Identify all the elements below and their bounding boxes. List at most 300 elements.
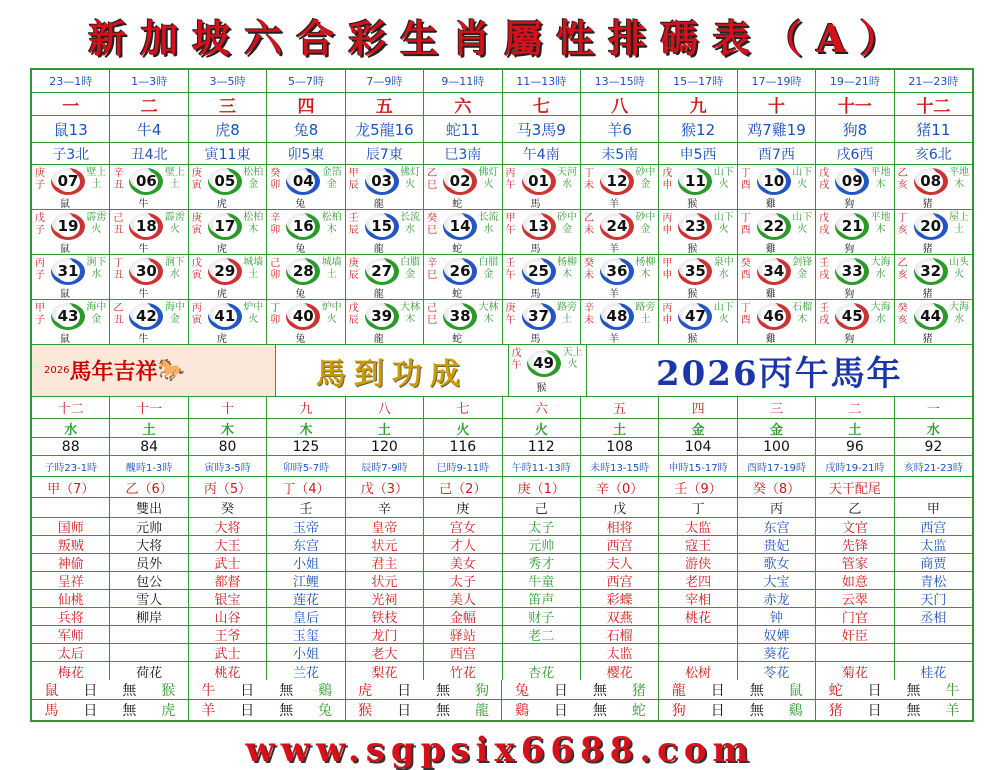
low-element-cell: 木 — [189, 419, 267, 437]
ball-stem: 丁卯 — [270, 303, 281, 326]
ball-cell-inner — [659, 165, 736, 209]
ball-number: 20 — [920, 217, 942, 235]
day-char: 龍 — [474, 703, 489, 719]
word-cell: 银宝 — [189, 590, 267, 607]
ball-cell — [346, 255, 424, 299]
word-cell: 荷花 — [110, 662, 188, 680]
low-number-cell: 112 — [503, 438, 581, 455]
ball-cell-inner — [816, 165, 893, 209]
ball-stem: 戊辰 — [348, 303, 359, 326]
low-element-cell: 木 — [267, 419, 345, 437]
word-cell: 皇后 — [267, 608, 345, 625]
ball-cell — [189, 165, 267, 209]
ball-number: 21 — [841, 217, 863, 235]
zodiac-cell: 鸡7雞19 — [738, 116, 816, 142]
ball-animal: 猪 — [922, 289, 933, 299]
ball-element: 城墙土 — [321, 257, 342, 280]
ball-stem: 甲子 — [35, 303, 45, 326]
ball-cell-inner — [738, 255, 815, 299]
hour-cell: 17—19時 — [738, 70, 816, 92]
ball-number: 26 — [449, 262, 471, 280]
ball-49-number: 49 — [533, 354, 554, 372]
word-cell: 太监 — [581, 644, 659, 661]
ball-element: 平地木 — [870, 212, 891, 235]
word-cell: 兰花 — [267, 662, 345, 680]
day-char: 無 — [122, 703, 137, 719]
word-cell: 宫女 — [424, 518, 502, 535]
word-row — [32, 626, 972, 644]
low-hour-cell: 卯時5-7時 — [267, 456, 345, 476]
ball-cell — [32, 165, 110, 209]
ball-cell-inner — [895, 165, 972, 209]
day-group — [346, 700, 503, 720]
word-cell — [816, 644, 894, 661]
ball-cell-inner — [503, 255, 580, 299]
ball-number: 16 — [292, 217, 314, 235]
day-char: 猴 — [358, 703, 373, 719]
day-char: 狗 — [671, 703, 686, 719]
order-cell: 二 — [110, 93, 188, 115]
low-hour-cell: 酉時17-19時 — [738, 456, 816, 476]
zodiac-cell: 虎8 — [189, 116, 267, 142]
ball-cell — [32, 255, 110, 299]
ball-circle — [208, 168, 242, 195]
ball-stem: 丙申 — [662, 213, 673, 236]
word-cell: 财子 — [503, 608, 581, 625]
ball-cell-inner — [346, 165, 423, 209]
low-element-cell: 土 — [816, 419, 894, 437]
low-number-cell: 96 — [816, 438, 894, 455]
ball-cell-inner — [110, 210, 187, 254]
logo-text: 馬年吉祥 — [69, 359, 158, 385]
ball-stem: 丙午 — [505, 168, 516, 191]
low-order-cell: 三 — [738, 397, 816, 418]
ball-element: 石榴木 — [792, 302, 813, 325]
low-element-cell: 土 — [110, 419, 188, 437]
zodiac-row — [32, 116, 972, 143]
ball-animal: 馬 — [530, 199, 541, 209]
ball-number: 38 — [449, 307, 471, 325]
word-cell: 东宫 — [267, 536, 345, 553]
word-cell: 梅花 — [32, 662, 110, 680]
ball-number: 10 — [763, 172, 785, 190]
word-cell: 呈祥 — [32, 572, 110, 589]
word-cell — [659, 626, 737, 643]
low-number-cell: 120 — [346, 438, 424, 455]
ball-circle — [286, 258, 320, 285]
ball-element: 杨柳木 — [556, 257, 577, 280]
ball-cell-inner — [503, 210, 580, 254]
stem2-cell: 甲 — [926, 502, 940, 517]
ball-cell-inner — [110, 165, 187, 209]
low-hour-cell: 巳時9-11時 — [424, 456, 502, 476]
ball-element: 金箔金 — [321, 167, 342, 190]
branch-cell: 寅11東 — [189, 143, 267, 164]
ball-number: 12 — [606, 172, 628, 190]
zodiac-cell: 牛4 — [110, 116, 188, 142]
day-char: 日 — [397, 682, 412, 699]
ball-cell-inner — [816, 300, 893, 344]
word-cell: 杏花 — [503, 662, 581, 680]
ball-animal: 鼠 — [60, 199, 70, 209]
order-cell: 四 — [267, 93, 345, 115]
ball-animal: 猴 — [687, 289, 698, 299]
ball-cell-inner — [267, 255, 344, 299]
ball-element: 天河水 — [556, 167, 577, 190]
word-row — [32, 608, 972, 626]
ball-animal: 龍 — [373, 334, 384, 344]
ball-number: 42 — [135, 307, 157, 325]
ball-number: 01 — [528, 172, 549, 190]
ball-cell-inner — [581, 300, 658, 344]
stem2-cell — [32, 498, 110, 517]
ball-animal: 馬 — [530, 334, 541, 344]
day-char: 日 — [553, 682, 568, 699]
stem2-cell: 丙 — [738, 498, 816, 517]
low-number-cell: 108 — [581, 438, 659, 455]
ball-cell — [659, 165, 737, 209]
ball-number: 46 — [763, 307, 785, 325]
word-cell: 寇王 — [659, 536, 737, 553]
word-cell: 小姐 — [267, 644, 345, 661]
ball-circle — [365, 303, 399, 330]
ball-animal: 蛇 — [452, 199, 463, 209]
ball-number: 35 — [684, 262, 706, 280]
ball-stem: 丁酉 — [740, 213, 751, 236]
ball-number: 45 — [841, 307, 863, 325]
low-hour-cell: 午時11-13時 — [503, 456, 581, 476]
word-cell: 秀才 — [503, 554, 581, 571]
hour-cell: 15—17時 — [659, 70, 737, 92]
ball-cell-inner — [581, 210, 658, 254]
ball-circle — [51, 168, 85, 195]
ball-number: 04 — [292, 172, 314, 190]
word-cell: 赤龙 — [738, 590, 816, 607]
word-cell: 玉玺 — [267, 626, 345, 643]
ball-cell — [738, 300, 816, 344]
low-order-cell: 五 — [581, 397, 659, 418]
order-cell: 三 — [189, 93, 267, 115]
day-char: 無 — [749, 682, 764, 699]
zodiac-cell: 蛇11 — [424, 116, 502, 142]
word-cell: 文官 — [816, 518, 894, 535]
ball-stem: 壬戌 — [819, 258, 830, 281]
low-number-cell: 80 — [189, 438, 267, 455]
word-cell: 太监 — [920, 539, 947, 553]
ball-stem: 庚寅 — [191, 168, 202, 191]
ball-number: 22 — [763, 217, 785, 235]
day-char: 鼠 — [788, 682, 803, 699]
ball-element: 杨柳木 — [635, 257, 656, 280]
ball-cell — [346, 300, 424, 344]
day-char: 羊 — [201, 703, 216, 719]
ball-element: 路旁土 — [635, 302, 656, 325]
hour-cell: 9—11時 — [424, 70, 502, 92]
ball-stem: 庚午 — [505, 303, 516, 326]
hour-cell: 7—9時 — [346, 70, 424, 92]
zodiac-cell: 狗8 — [816, 116, 894, 142]
ball-circle — [208, 213, 242, 240]
ball-stem: 丁未 — [583, 168, 594, 191]
word-cell: 江鲤 — [267, 572, 345, 589]
ball-stem: 庚子 — [35, 168, 45, 191]
order-cell: 一 — [32, 93, 110, 115]
word-cell: 宰相 — [659, 590, 737, 607]
ball-49-stem: 戊午 — [511, 348, 522, 371]
ball-cell-inner — [32, 210, 109, 254]
branch-row — [32, 143, 972, 165]
ball-animal: 狗 — [844, 199, 855, 209]
ball-circle — [678, 213, 712, 240]
day-char: 龍 — [671, 682, 686, 699]
ball-animal: 猴 — [687, 244, 698, 254]
word-row — [32, 572, 972, 590]
ball-stem: 丙申 — [662, 303, 673, 326]
ball-circle — [129, 258, 163, 285]
ball-cell — [659, 210, 737, 254]
low-element-cell: 金 — [738, 419, 816, 437]
ball-element: 山下火 — [713, 212, 734, 235]
day-char: 馬 — [44, 703, 59, 719]
word-cell: 莲花 — [267, 590, 345, 607]
word-cell: 如意 — [816, 572, 894, 589]
day-char: 無 — [749, 703, 764, 719]
ball-cell-inner — [346, 255, 423, 299]
low-hour-cell: 子時23-1時 — [32, 456, 110, 476]
word-cell: 桃花 — [189, 662, 267, 680]
ball-row-1 — [32, 165, 972, 210]
ball-stem: 己丑 — [113, 213, 124, 236]
word-cell: 王爷 — [189, 626, 267, 643]
word-cell: 夫人 — [581, 554, 659, 571]
stem-cell: 辛（0） — [581, 477, 659, 497]
ball-number: 34 — [763, 262, 785, 280]
ball-cell — [424, 165, 502, 209]
low-number-cell: 125 — [267, 438, 345, 455]
ball-element: 山下火 — [713, 167, 734, 190]
day-char: 兔 — [514, 682, 529, 699]
word-cell: 商贾 — [920, 557, 947, 571]
ball-stem: 壬午 — [505, 258, 516, 281]
low-number-cell: 104 — [659, 438, 737, 455]
ball-cell — [424, 255, 502, 299]
ball-stem: 丙寅 — [191, 303, 202, 326]
word-cell: 松树 — [659, 662, 737, 680]
ball-element: 长流水 — [400, 212, 421, 235]
branch-cell: 戌6西 — [816, 143, 894, 164]
ball-stem: 辛卯 — [270, 213, 281, 236]
ball-stem: 癸亥 — [897, 303, 908, 326]
word-cell: 大将 — [189, 518, 267, 535]
ball-number: 31 — [57, 262, 79, 280]
stem2-cell: 壬 — [267, 498, 345, 517]
ball-cell-inner — [189, 210, 266, 254]
branch-cell: 午4南 — [503, 143, 581, 164]
ball-circle — [914, 168, 948, 195]
word-cell: 兵将 — [32, 608, 110, 625]
ball-number: 14 — [449, 217, 471, 235]
ball-49-element: 天上火 — [562, 347, 583, 370]
stem-cell: 己（2） — [424, 477, 502, 497]
low-hour-cell: 戌時19-21時 — [816, 456, 894, 476]
hour-cell: 5—7時 — [267, 70, 345, 92]
day-char: 牛 — [201, 682, 216, 699]
branch-cell: 未5南 — [581, 143, 659, 164]
ball-stem: 壬辰 — [348, 213, 359, 236]
ball-cell-inner — [189, 300, 266, 344]
ball-circle — [835, 168, 869, 195]
day-group — [502, 700, 659, 720]
order-cell: 八 — [581, 93, 659, 115]
day-group — [189, 680, 346, 699]
ball-cell-inner — [189, 165, 266, 209]
low-order-cell: 十二 — [32, 397, 110, 418]
ball-element: 涧下水 — [164, 257, 185, 280]
ball-animal: 狗 — [844, 334, 855, 344]
day-group — [32, 680, 189, 699]
ball-cell — [32, 210, 110, 254]
ball-stem: 乙未 — [583, 213, 594, 236]
ball-animal: 牛 — [138, 199, 149, 209]
day-char: 鼠 — [44, 682, 59, 699]
ball-circle — [600, 213, 634, 240]
day-char: 牛 — [945, 682, 960, 699]
hour-cell: 13—15時 — [581, 70, 659, 92]
ball-stem: 甲辰 — [348, 168, 359, 191]
hour-cell: 3—5時 — [189, 70, 267, 92]
ball-cell — [738, 165, 816, 209]
ball-element: 白腊金 — [400, 257, 421, 280]
ball-cell-inner — [189, 255, 266, 299]
ball-element: 佛灯火 — [478, 167, 499, 190]
ball-stem: 庚寅 — [191, 213, 202, 236]
word-cell: 先锋 — [816, 536, 894, 553]
ball-number: 08 — [920, 172, 942, 190]
ball-circle — [286, 213, 320, 240]
day-char: 無 — [906, 703, 921, 719]
ball-cell — [581, 210, 659, 254]
word-cell — [110, 626, 188, 643]
word-cell: 君主 — [346, 554, 424, 571]
day-char: 日 — [240, 682, 255, 699]
ball-cell-inner — [424, 300, 501, 344]
stem-row — [32, 477, 972, 498]
ball-number: 33 — [841, 262, 863, 280]
zodiac-cell: 兔8 — [267, 116, 345, 142]
low-order-cell: 七 — [424, 397, 502, 418]
low-number-cell: 92 — [924, 438, 943, 455]
low-element-row — [32, 419, 972, 438]
ball-number: 37 — [528, 307, 549, 325]
ball-circle — [129, 168, 163, 195]
low-order-cell: 六 — [503, 397, 581, 418]
day-char: 無 — [592, 703, 607, 719]
day-row-2 — [32, 700, 972, 720]
hour-cell: 21—23時 — [908, 75, 959, 88]
word-cell: 龙门 — [346, 626, 424, 643]
website-url[interactable]: www.sgpsix6688.com — [245, 730, 755, 770]
ball-animal: 兔 — [295, 334, 306, 344]
word-row — [32, 536, 972, 554]
ball-element: 剑锋金 — [792, 257, 813, 280]
word-cell: 老二 — [503, 626, 581, 643]
logo-year: 2026 — [44, 365, 70, 376]
stem2-cell: 辛 — [346, 498, 424, 517]
order-cell: 五 — [346, 93, 424, 115]
branch-cell: 卯5東 — [267, 143, 345, 164]
ball-number: 06 — [135, 172, 157, 190]
word-cell: 钟 — [738, 608, 816, 625]
day-char: 日 — [710, 682, 725, 699]
ball-number: 23 — [684, 217, 706, 235]
ball-stem: 丁酉 — [740, 168, 751, 191]
ball-number: 15 — [371, 217, 393, 235]
ball-animal: 兔 — [295, 289, 306, 299]
ball-element: 壁上土 — [164, 167, 185, 190]
ball-animal: 雞 — [765, 244, 776, 254]
word-cell: 美人 — [424, 590, 502, 607]
ball-cell-inner — [32, 300, 109, 344]
word-cell: 梨花 — [346, 662, 424, 680]
ball-number: 28 — [292, 262, 314, 280]
word-cell: 门官 — [816, 608, 894, 625]
ball-element: 佛灯火 — [400, 167, 421, 190]
stem2-cell: 丁 — [659, 498, 737, 517]
hours-row — [32, 70, 972, 93]
ball-number: 19 — [57, 217, 79, 235]
ball-number: 40 — [292, 307, 314, 325]
ball-number: 47 — [684, 307, 706, 325]
word-cell: 状元 — [346, 536, 424, 553]
ball-cell-inner — [895, 255, 972, 299]
hour-cell: 1—3時 — [110, 70, 188, 92]
ball-circle — [757, 168, 791, 195]
word-cell: 相将 — [581, 518, 659, 535]
low-number-cell: 88 — [32, 438, 110, 455]
ball-circle — [522, 213, 556, 240]
stem2-cell: 乙 — [816, 498, 894, 517]
hour-cell: 11—13時 — [503, 70, 581, 92]
day-char: 無 — [436, 682, 451, 699]
day-char: 日 — [867, 682, 882, 699]
ball-cell-inner — [110, 255, 187, 299]
stem2-cell: 癸 — [189, 498, 267, 517]
ball-cell — [424, 210, 502, 254]
ball-cell — [32, 300, 110, 344]
stem-cell: 庚（1） — [503, 477, 581, 497]
word-cell: 西宫 — [581, 572, 659, 589]
ball-cell-inner — [659, 210, 736, 254]
ball-number: 17 — [214, 217, 236, 235]
ball-49-animal: 猴 — [536, 383, 547, 394]
word-cell — [659, 644, 737, 661]
ball-stem: 己巳 — [427, 303, 438, 326]
word-row — [32, 644, 972, 662]
ball-stem: 辛丑 — [113, 168, 124, 191]
word-cell: 老大 — [346, 644, 424, 661]
ball-cell — [895, 255, 972, 299]
ball-element: 山下火 — [792, 167, 813, 190]
day-char: 兔 — [318, 703, 333, 719]
ball-stem: 甲申 — [662, 258, 673, 281]
chart-table — [30, 68, 974, 722]
day-char: 無 — [279, 682, 294, 699]
ball-animal: 鼠 — [60, 289, 70, 299]
word-cell: 天门 — [920, 593, 947, 607]
ball-element: 大海水 — [949, 302, 970, 325]
word-cell: 小姐 — [267, 554, 345, 571]
zodiac-cell: 猴12 — [659, 116, 737, 142]
